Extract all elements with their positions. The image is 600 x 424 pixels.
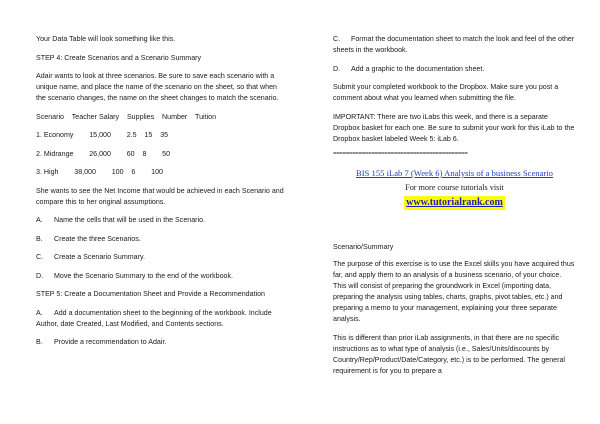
scenario-row-midrange: 2. Midrange 26,000 60 8 50 bbox=[36, 149, 171, 158]
scenario-row-high: 3. High 38,000 100 6 100 bbox=[36, 168, 163, 176]
right-column bbox=[333, 34, 576, 384]
step-4-item-c: C. Create a Scenario Summary. bbox=[36, 253, 145, 261]
item-label: C. bbox=[333, 35, 341, 43]
course-title-link[interactable]: BIS 155 iLab 7 (Week 6) Analysis of a business Scenario bbox=[356, 168, 553, 178]
scenario-row-economy: 1. Economy 15,000 2.5 15 35 bbox=[36, 131, 169, 139]
important-note: IMPORTANT: There are two iLabs this week, and there is a separate Dropbox basket for each one. Be sure to submit your work for this iLab to the Dropbox basket labeled Week 5: iLab 6. bbox=[333, 112, 575, 143]
step-4-heading: STEP 4: Create Scenarios and a Scenario Summary bbox=[36, 53, 202, 62]
site-link-wrap bbox=[333, 196, 576, 210]
tutorials-tagline: For more course tutorials visit bbox=[405, 183, 504, 192]
difference-paragraph: This is different than prior iLab assignments, in that there are no specific instructions as to what type of analysis (i.e., Sales/Units/discounts by Country/Rep/Product/Date/Category, etc.) is to be performed. The general requirement is for you to prepare a bbox=[333, 333, 565, 375]
step-4-item-d: D. Move the Scenario Summary to the end of the workbook. bbox=[36, 271, 234, 280]
step-5-item-d: D. Add a graphic to the documentation sheet. bbox=[333, 64, 485, 73]
step-5-heading: STEP 5: Create a Documentation Sheet and Provide a Recommendation bbox=[36, 290, 265, 298]
scenario-table-header: Scenario Teacher Salary Supplies Number Tuition bbox=[36, 112, 217, 121]
item-label: D. bbox=[36, 271, 44, 280]
item-label: B. bbox=[36, 338, 43, 346]
data-table-note: Your Data Table will look something like this. bbox=[36, 35, 176, 43]
section-heading: Scenario/Summary bbox=[333, 243, 394, 251]
item-label: B. bbox=[36, 234, 43, 243]
purpose-paragraph: The purpose of this exercise is to use the Excel skills you have acquired thus far, and apply them to an analysis of a business scenario, of your choice. This will consist of preparing the groundwork in Excel (importing data, preparing the analysis using tables, charts, graphs, pivot tables, etc.) and preparing a memo to your management, explaining your three separate analysis. bbox=[333, 260, 575, 323]
step-5-item-a: A. Add a documentation sheet to the beginning of the workbook. Include Author, date Created, Last Modified, and Contents sections. bbox=[36, 308, 272, 328]
net-income-note: She wants to see the Net Income that would be achieved in each Scenario and compare this to her original assumptions. bbox=[36, 186, 284, 206]
step-4-item-a: A. Name the cells that will be used in the Scenario. bbox=[36, 216, 206, 224]
scenario-intro: Adair wants to look at three scenarios. Be sure to save each scenario with a unique name, and place the name of the scenario on the sheet, so that when the scenario changes, the name on the sheet changes to match the scenario. bbox=[36, 72, 279, 102]
left-column bbox=[36, 34, 286, 356]
item-label: A. bbox=[36, 308, 43, 317]
item-label: A. bbox=[36, 216, 43, 224]
submit-instructions: Submit your completed workbook to the Dropbox. Make sure you post a comment about what you learned when submitting the file. bbox=[333, 83, 559, 102]
step-5-item-b: B. Provide a recommendation to Adair. bbox=[36, 338, 167, 346]
step-4-item-b: B. Create the three Scenarios. bbox=[36, 234, 141, 243]
separator-line: ========================================== bbox=[333, 150, 468, 157]
item-label: D. bbox=[333, 64, 341, 73]
step-5-item-c: C. Format the documentation sheet to match the look and feel of the other sheets in the workbook. bbox=[333, 35, 575, 54]
site-link[interactable]: www.tutorialrank.com bbox=[406, 197, 503, 208]
item-label: C. bbox=[36, 253, 44, 261]
